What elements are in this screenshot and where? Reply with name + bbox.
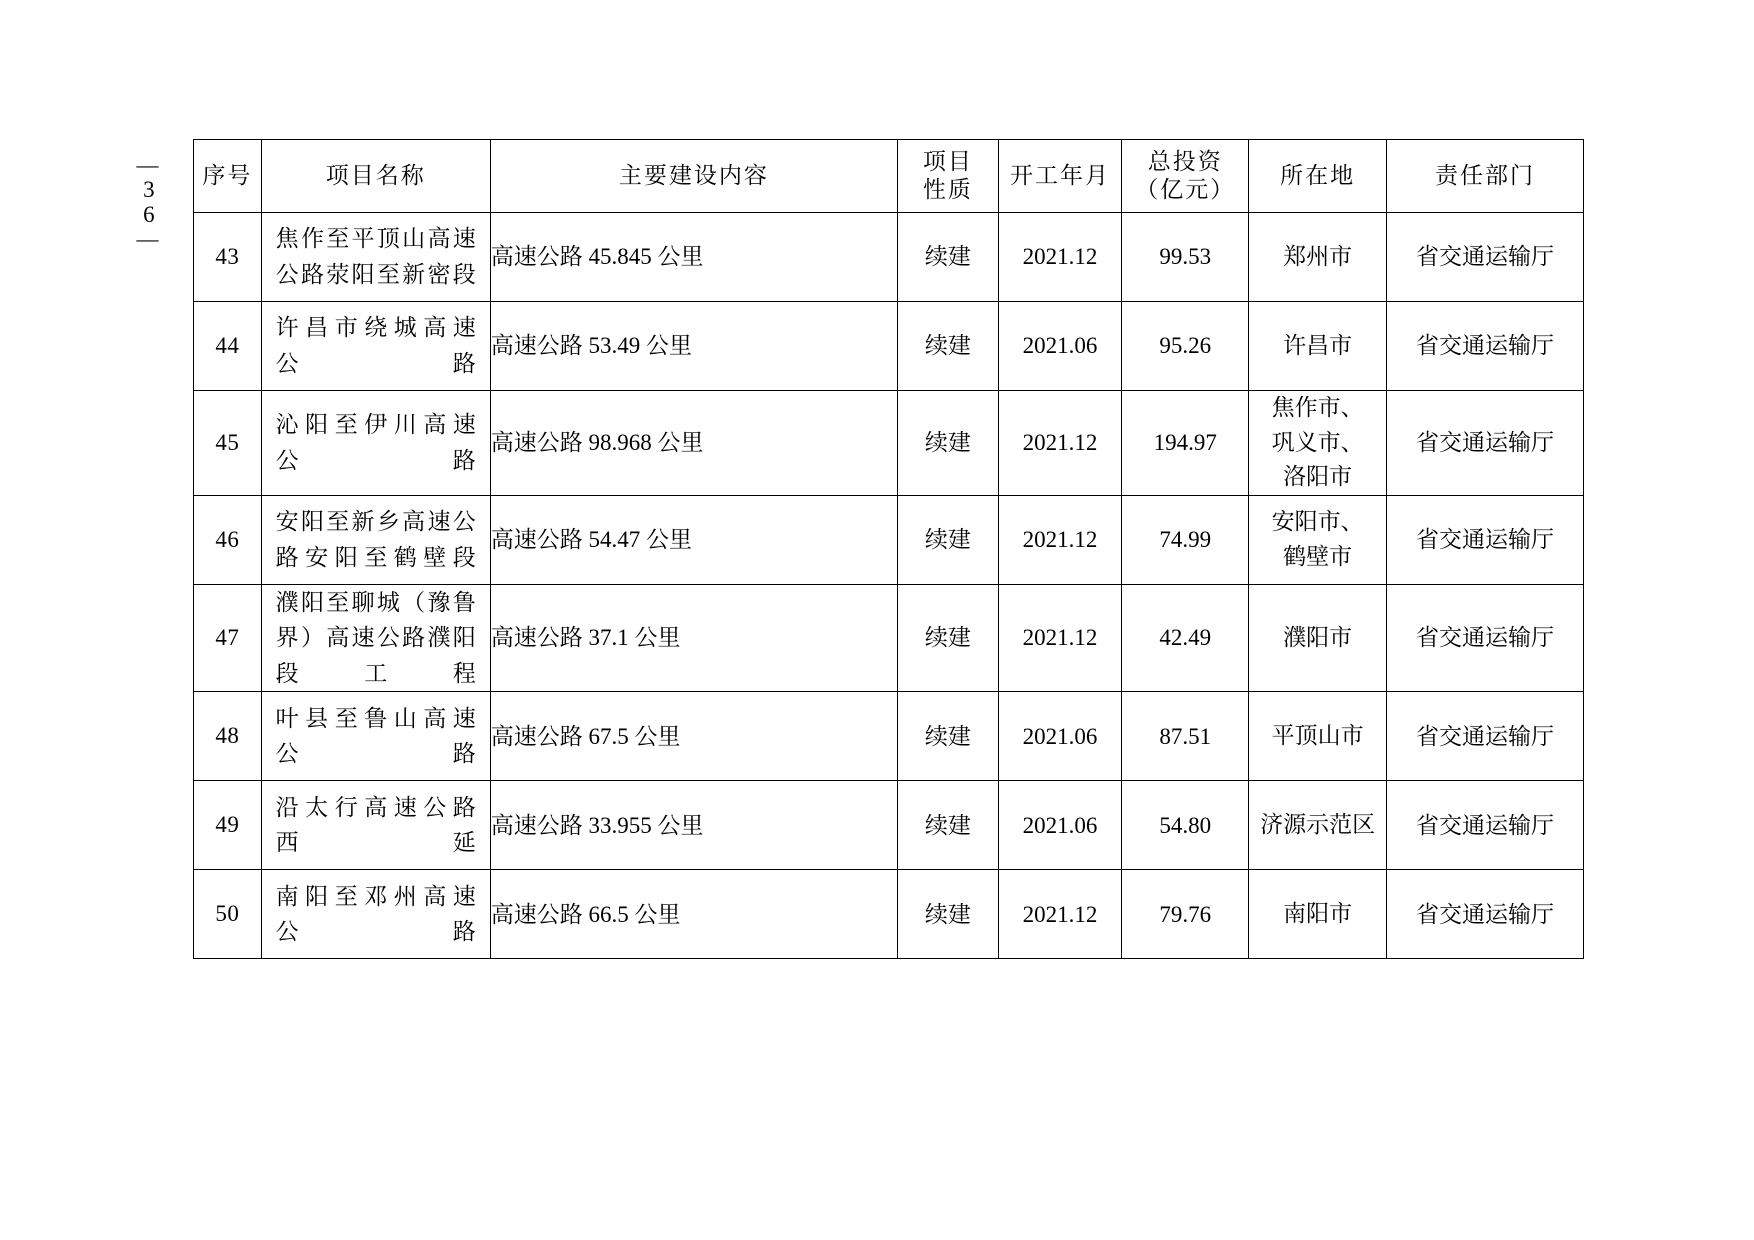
cell-name-line: 公路 (275, 741, 476, 767)
cell-content: 高速公路 67.5 公里 (490, 692, 897, 781)
cell-name-line: 安阳至新乡高速公 (275, 508, 476, 534)
cell-content: 高速公路 45.845 公里 (490, 213, 897, 302)
cell-place-lines (1249, 621, 1386, 656)
cell-dept: 省交通运输厅 (1386, 391, 1583, 496)
cell-nature: 续建 (897, 391, 998, 496)
cell-dept: 省交通运输厅 (1386, 302, 1583, 391)
cell-name-line: 公路 (275, 351, 476, 376)
table-row (194, 781, 1584, 870)
cell-place-line: 鹤壁市 (1283, 543, 1353, 569)
cell-name (261, 870, 490, 959)
cell-place-line: 许昌市 (1283, 332, 1353, 358)
cell-place-line: 巩义市、 (1271, 429, 1364, 455)
cell-dept: 省交通运输厅 (1386, 584, 1583, 692)
cell-nature: 续建 (897, 692, 998, 781)
cell-place-lines (1249, 329, 1386, 364)
column-header-nature (897, 140, 998, 213)
cell-nature: 续建 (897, 870, 998, 959)
cell-name (261, 302, 490, 391)
cell-content: 高速公路 98.968 公里 (490, 391, 897, 496)
cell-name-line: 濮阳至聊城（豫鲁 (275, 589, 476, 615)
cell-place-lines (1249, 505, 1386, 574)
cell-place (1249, 302, 1387, 391)
cell-name-lines (262, 310, 490, 381)
cell-dept: 省交通运输厅 (1386, 781, 1583, 870)
cell-name-line: 沁阳至伊川高速 (275, 412, 476, 438)
cell-name-lines (262, 407, 490, 478)
cell-content: 高速公路 37.1 公里 (490, 584, 897, 692)
cell-place-line: 济源示范区 (1260, 812, 1376, 838)
cell-invest: 79.76 (1122, 870, 1249, 959)
column-header-place (1249, 140, 1387, 213)
table-row (194, 495, 1584, 584)
page-marker-dash-bottom: — (136, 225, 160, 251)
column-header-seq (194, 140, 262, 213)
cell-dept: 省交通运输厅 (1386, 495, 1583, 584)
cell-name (261, 584, 490, 692)
cell-name-line: 沿太行高速公路 (275, 794, 476, 820)
table-row (194, 692, 1584, 781)
column-header-date-label: 开工年月 (1010, 162, 1110, 188)
cell-name-lines (262, 585, 490, 692)
cell-seq: 46 (194, 495, 262, 584)
cell-name-line: 公路 (275, 447, 476, 473)
project-table (193, 139, 1584, 959)
table-row (194, 870, 1584, 959)
cell-place-line: 洛阳市 (1283, 464, 1353, 489)
page-number-marker (118, 152, 178, 251)
cell-date: 2021.12 (998, 584, 1121, 692)
page-marker-dash-top: — (136, 152, 160, 177)
table-row (194, 213, 1584, 302)
cell-name-line: 公路 (275, 919, 476, 945)
cell-content: 高速公路 33.955 公里 (490, 781, 897, 870)
cell-nature: 续建 (897, 213, 998, 302)
cell-name-line: 南阳至邓州高速 (275, 883, 476, 909)
column-header-name (261, 140, 490, 213)
column-header-nature-label-line2: 性质 (922, 177, 973, 202)
cell-seq: 45 (194, 391, 262, 496)
cell-name-lines (262, 504, 490, 575)
cell-place (1249, 495, 1387, 584)
cell-name (261, 391, 490, 496)
column-header-date (998, 140, 1121, 213)
cell-invest: 54.80 (1122, 781, 1249, 870)
cell-name-line: 西延 (275, 830, 476, 856)
table-row (194, 391, 1584, 496)
cell-invest: 194.97 (1122, 391, 1249, 496)
column-header-invest-label-line2: （亿元） (1135, 177, 1236, 202)
cell-place (1249, 213, 1387, 302)
cell-name-line: 公路荥阳至新密段 (275, 262, 476, 287)
cell-name-line: 焦作至平顶山高速 (275, 226, 476, 252)
cell-name-lines (262, 790, 490, 861)
cell-date: 2021.06 (998, 692, 1121, 781)
column-header-invest (1122, 140, 1249, 213)
cell-place-lines (1249, 719, 1386, 754)
cell-invest: 74.99 (1122, 495, 1249, 584)
cell-nature: 续建 (897, 584, 998, 692)
column-header-content-label: 主要建设内容 (618, 162, 769, 188)
cell-place-lines (1249, 808, 1386, 843)
cell-name (261, 692, 490, 781)
cell-content: 高速公路 66.5 公里 (490, 870, 897, 959)
column-header-dept-label: 责任部门 (1434, 162, 1535, 188)
cell-seq: 44 (194, 302, 262, 391)
cell-seq: 50 (194, 870, 262, 959)
cell-name (261, 781, 490, 870)
cell-date: 2021.12 (998, 391, 1121, 496)
cell-invest: 42.49 (1122, 584, 1249, 692)
cell-name (261, 213, 490, 302)
column-header-seq-label: 序号 (202, 162, 253, 188)
cell-dept: 省交通运输厅 (1386, 692, 1583, 781)
cell-place (1249, 692, 1387, 781)
cell-place (1249, 870, 1387, 959)
cell-seq: 47 (194, 584, 262, 692)
column-header-place-label: 所在地 (1280, 162, 1356, 188)
cell-content: 高速公路 53.49 公里 (490, 302, 897, 391)
table-header-row (194, 140, 1584, 213)
column-header-content (490, 140, 897, 213)
column-header-name-label: 项目名称 (325, 162, 426, 188)
cell-place-lines (1249, 391, 1386, 495)
table-header (194, 140, 1584, 213)
cell-name-line: 路安阳至鹤壁段 (275, 544, 476, 570)
cell-place (1249, 584, 1387, 692)
cell-date: 2021.06 (998, 781, 1121, 870)
cell-name-lines (262, 879, 490, 950)
cell-name-lines (262, 701, 490, 772)
cell-nature: 续建 (897, 781, 998, 870)
page-number: 36 (136, 176, 162, 227)
cell-place-line: 南阳市 (1283, 901, 1353, 927)
cell-nature: 续建 (897, 302, 998, 391)
cell-name (261, 495, 490, 584)
cell-date: 2021.12 (998, 213, 1121, 302)
cell-name-line: 段工程 (275, 660, 476, 686)
cell-place (1249, 391, 1387, 496)
cell-name-line: 许昌市绕城高速 (275, 315, 476, 341)
cell-invest: 87.51 (1122, 692, 1249, 781)
cell-seq: 49 (194, 781, 262, 870)
column-header-invest-label-line1: 总投资 (1147, 149, 1223, 175)
cell-name-line: 界）高速公路濮阳 (275, 625, 476, 651)
cell-date: 2021.06 (998, 302, 1121, 391)
table-row (194, 584, 1584, 692)
cell-dept: 省交通运输厅 (1386, 870, 1583, 959)
cell-place-lines (1249, 240, 1386, 275)
cell-place-line: 安阳市、 (1271, 509, 1364, 534)
cell-seq: 48 (194, 692, 262, 781)
cell-place (1249, 781, 1387, 870)
table-row (194, 302, 1584, 391)
cell-date: 2021.12 (998, 870, 1121, 959)
cell-content: 高速公路 54.47 公里 (490, 495, 897, 584)
cell-place-line: 郑州市 (1283, 243, 1353, 269)
cell-name-line: 叶县至鲁山高速 (275, 705, 476, 731)
cell-nature: 续建 (897, 495, 998, 584)
cell-name-lines (262, 221, 490, 292)
cell-place-line: 平顶山市 (1271, 723, 1364, 749)
column-header-nature-label-line1: 项目 (922, 149, 973, 175)
cell-place-lines (1249, 897, 1386, 932)
cell-invest: 99.53 (1122, 213, 1249, 302)
cell-place-line: 濮阳市 (1283, 624, 1353, 650)
cell-place-line: 焦作市、 (1271, 395, 1364, 420)
cell-date: 2021.12 (998, 495, 1121, 584)
cell-dept: 省交通运输厅 (1386, 213, 1583, 302)
table-body (194, 213, 1584, 959)
cell-invest: 95.26 (1122, 302, 1249, 391)
column-header-dept (1386, 140, 1583, 213)
cell-seq: 43 (194, 213, 262, 302)
